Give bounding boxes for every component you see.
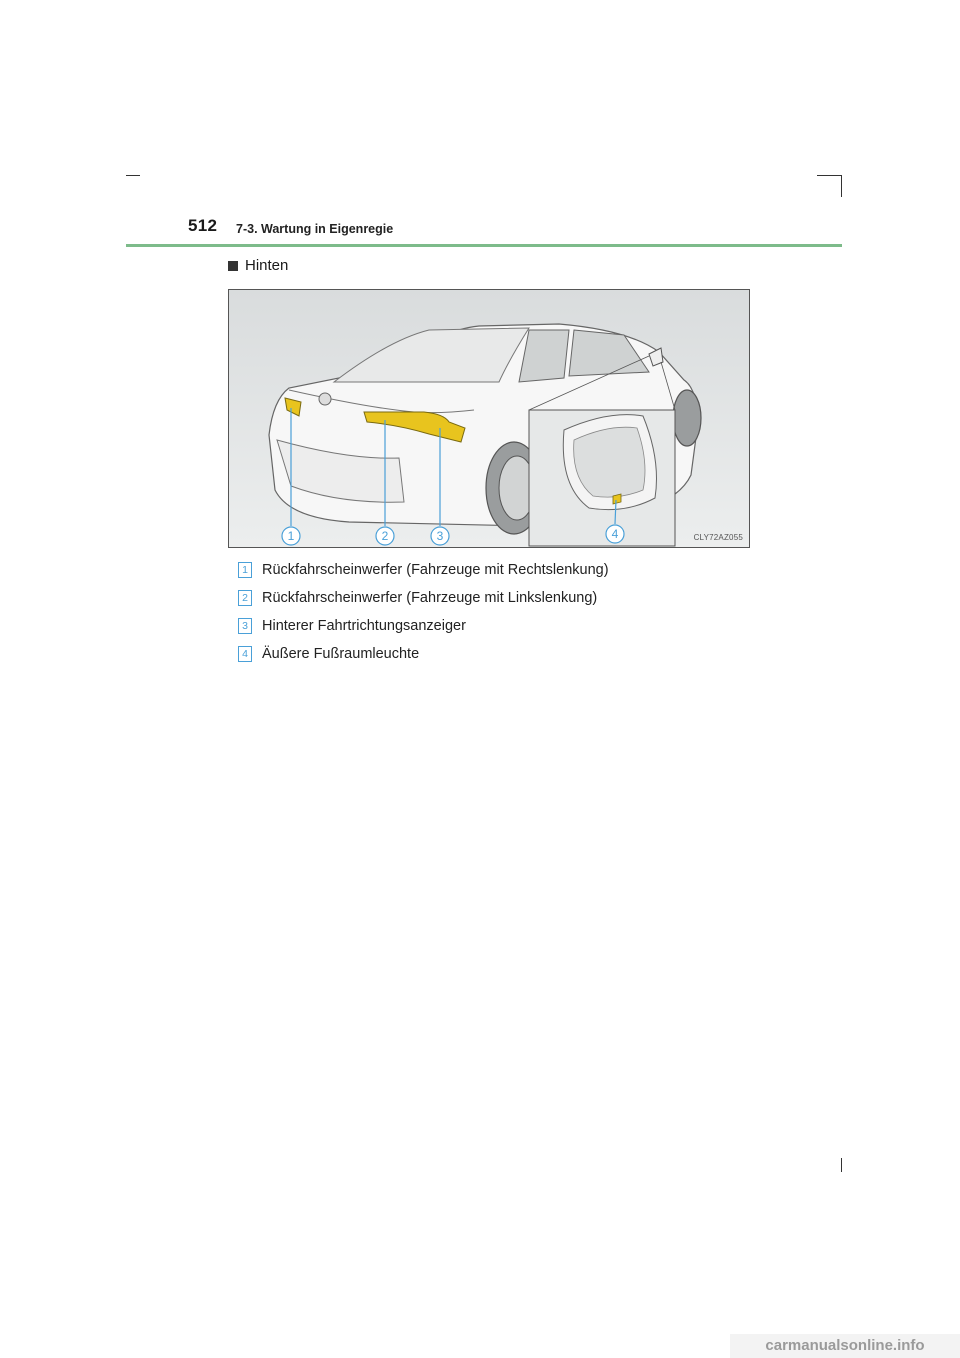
callout-label-2: 2 [381, 529, 389, 543]
legend-list [238, 556, 609, 668]
callout-label-1: 1 [287, 529, 295, 543]
callout-label-3: 3 [436, 529, 444, 543]
page-number: 512 [188, 216, 218, 235]
watermark: carmanualsonline.info [730, 1334, 960, 1358]
figure-code: CLY72AZ055 [693, 533, 743, 542]
subheading [228, 257, 288, 274]
legend-text: Rückfahrscheinwerfer (Fahrzeuge mit Rechtslenkung) [262, 562, 609, 578]
car-rear-illustration [228, 289, 750, 548]
subheading-text: Hinten [245, 257, 289, 274]
crop-mark [817, 175, 841, 176]
crop-mark [841, 175, 842, 197]
crop-mark [841, 1158, 842, 1172]
legend-text: Hinterer Fahrtrichtungsanzeiger [262, 618, 466, 634]
crop-mark [126, 175, 140, 176]
legend-text: Rückfahrscheinwerfer (Fahrzeuge mit Linkslenkung) [262, 590, 598, 606]
legend-number-badge: 4 [238, 646, 252, 662]
car-drawing [229, 290, 749, 547]
legend-number-badge: 1 [238, 562, 252, 578]
header-rule [126, 244, 842, 247]
list-item [238, 556, 609, 584]
section-title: 7-3. Wartung in Eigenregie [236, 222, 394, 236]
list-item [238, 584, 609, 612]
callout-label-4: 4 [611, 527, 619, 541]
square-bullet-icon [228, 261, 238, 271]
list-item [238, 612, 609, 640]
legend-number-badge: 2 [238, 590, 252, 606]
legend-number-badge: 3 [238, 618, 252, 634]
list-item [238, 640, 609, 668]
legend-text: Äußere Fußraumleuchte [262, 646, 420, 662]
